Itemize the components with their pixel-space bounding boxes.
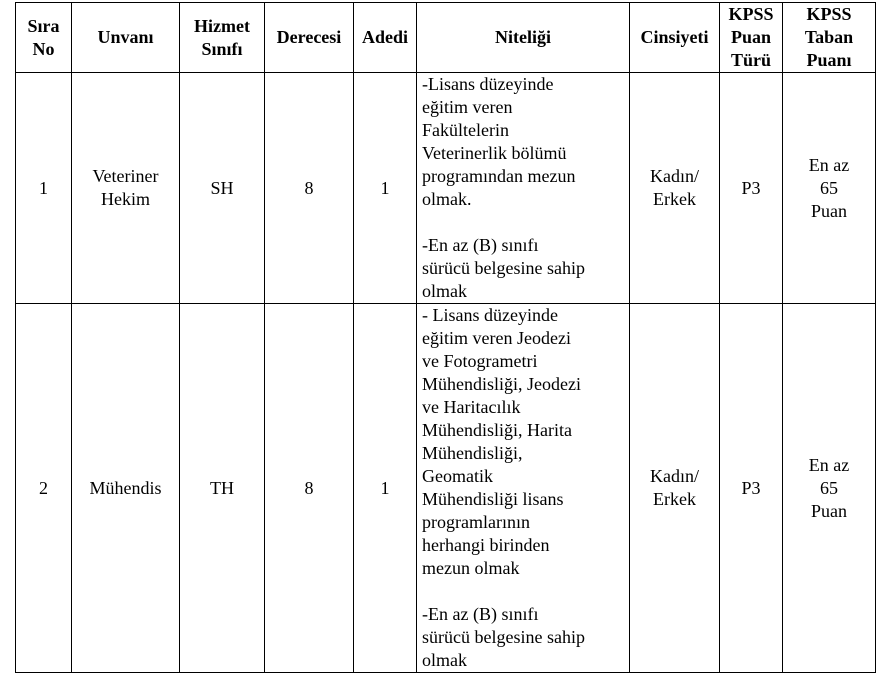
cell-kpss-taban-puani: En az 65 Puan — [783, 73, 876, 304]
cell-derecesi: 8 — [265, 73, 354, 304]
job-postings-table — [15, 2, 876, 673]
cell-niteligi: -Lisans düzeyinde eğitim veren Fakültelerin Veterinerlik bölümü programından mezun olmak. -En az (B) sınıfı sürücü belgesine sahip olmak — [417, 73, 630, 304]
cell-hizmet-sinifi: SH — [180, 73, 265, 304]
cell-kpss-taban-puani: En az 65 Puan — [783, 304, 876, 673]
cell-adedi: 1 — [354, 73, 417, 304]
cell-adedi: 1 — [354, 304, 417, 673]
cell-kpss-puan-turu: P3 — [720, 304, 783, 673]
cell-hizmet-sinifi: TH — [180, 304, 265, 673]
header-kpss-puan-turu: KPSS Puan Türü — [720, 3, 783, 73]
header-cinsiyeti: Cinsiyeti — [630, 3, 720, 73]
header-niteligi: Niteliği — [417, 3, 630, 73]
cell-derecesi: 8 — [265, 304, 354, 673]
cell-kpss-puan-turu: P3 — [720, 73, 783, 304]
header-hizmet-sinifi: Hizmet Sınıfı — [180, 3, 265, 73]
cell-unvani: Veteriner Hekim — [72, 73, 180, 304]
cell-sira-no: 1 — [16, 73, 72, 304]
table-row — [16, 73, 876, 304]
cell-unvani: Mühendis — [72, 304, 180, 673]
header-adedi: Adedi — [354, 3, 417, 73]
cell-sira-no: 2 — [16, 304, 72, 673]
cell-cinsiyeti: Kadın/ Erkek — [630, 304, 720, 673]
cell-niteligi: - Lisans düzeyinde eğitim veren Jeodezi ve Fotogrametri Mühendisliği, Jeodezi ve Haritacılık Mühendisliği, Harita Mühendisliği, Geomatik Mühendisliği lisans programlarının herhangi birinden mezun olmak -En az (B) sınıfı sürücü belgesine sahip olmak — [417, 304, 630, 673]
table-header-row — [16, 3, 876, 73]
header-kpss-taban-puani: KPSS Taban Puanı — [783, 3, 876, 73]
header-derecesi: Derecesi — [265, 3, 354, 73]
header-sira-no: Sıra No — [16, 3, 72, 73]
table-row — [16, 304, 876, 673]
cell-cinsiyeti: Kadın/ Erkek — [630, 73, 720, 304]
header-unvani: Unvanı — [72, 3, 180, 73]
